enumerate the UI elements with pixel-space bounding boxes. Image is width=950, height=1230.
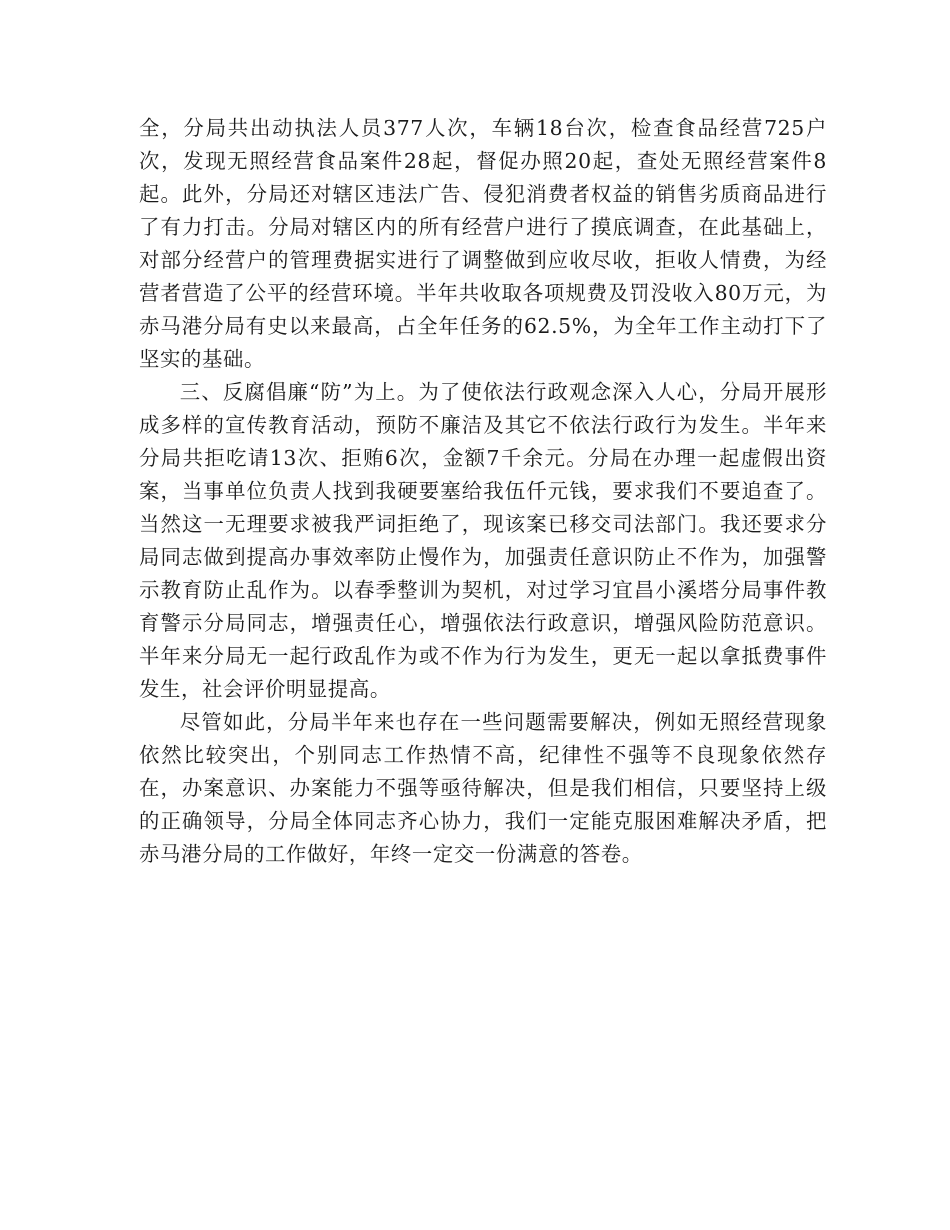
paragraph-anti-corruption: 三、反腐倡廉“防”为上。为了使依法行政观念深入人心，分局开展形成多样的宣传教育活动，预防不廉洁及其它不依法行政行为发生。半年来分局共拒吃请13次、拒贿6次，金额7千余元。分局在办理一起虚假出资案，当事单位负责人找到我硬要塞给我伍仟元钱，要求我们不要追查了。当然这一无理要求被我严词拒绝了，现该案已移交司法部门。我还要求分局同志做到提高办事效率防止慢作为，加强责任意识防止不作为，加强警示教育防止乱作为。以春季整训为契机，对过学习宜昌小溪塔分局事件教育警示分局同志，增强责任心，增强依法行政意识，增强风险防范意识。半年来分局无一起行政乱作为或不作为行为发生，更无一起以拿抵费事件发生，社会评价明显提高。 [139, 380, 827, 701]
paragraph-enforcement-results: 全，分局共出动执法人员377人次，车辆18台次，检查食品经营725户次，发现无照经营食品案件28起，督促办照20起，查处无照经营案件8起。此外，分局还对辖区违法广告、侵犯消费者权益的销售劣质商品进行了有力打击。分局对辖区内的所有经营户进行了摸底调查，在此基础上，对部分经营户的管理费据实进行了调整做到应收尽收，拒收人情费，为经营者营造了公平的经营环境。半年共收取各项规费及罚没收入80万元，为赤马港分局有史以来最高，占全年任务的62.5%，为全年工作主动打下了坚实的基础。 [139, 116, 827, 371]
paragraph-problems-outlook: 尽管如此，分局半年来也存在一些问题需要解决，例如无照经营现象依然比较突出，个别同志工作热情不高，纪律性不强等不良现象依然存在，办案意识、办案能力不强等亟待解决，但是我们相信，只要坚持上级的正确领导，分局全体同志齐心协力，我们一定能克服困难解决矛盾，把赤马港分局的工作做好，年终一定交一份满意的答卷。 [139, 710, 827, 866]
document-body [139, 112, 827, 871]
